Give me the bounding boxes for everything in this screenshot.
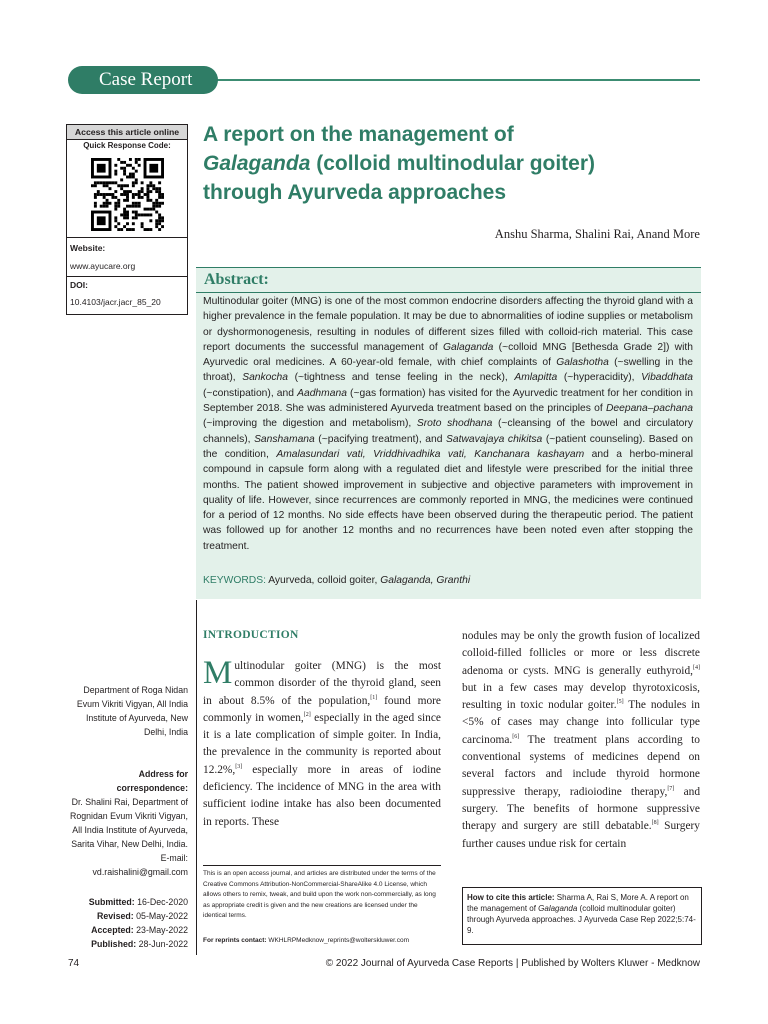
article-dates: Submitted: 16-Dec-2020 Revised: 05-May-2022 Accepted: 23-May-2022 Published: 28-Jun-2022 xyxy=(88,897,188,949)
abstract-text: Multinodular goiter (MNG) is one of the most common endocrine disorders affecting the thyroid gland with a higher prevalence in the female population. It may be due to abnormalities of iodine supplies or metabolism or dyshormonogenesis, resulting in nodules of different sizes filled with colloid-rich material. This case report documents the successful management of Galaganda (~colloid MNG [Bethesda Grade 2]) with Ayurvedic oral medicines. A 60-year-old female, with chief complaints of Galashotha (~swelling in the throat), Sankocha (~tightness and tense feeling in the neck), Amlapitta (~hyperacidity), Vibaddhata (~constipation), and Aadhmana (~gas formation) has visited for the Ayurvedic treatment for her condition in September 2018. She was administered Ayurveda treatment based on the principles of Deepana–pachana (~improving the digestion and metabolism), Sroto shodhana (~cleansing of the bowel and circulatory channels), Sanshamana (~pacifying treatment), and Satwavajaya chikitsa (~patient counseling). Based on the condition, Amalasundari vati, Vriddhivadhika vati, Kanchanara kashayam and a herbo-mineral compound in capsule form along with a regulated diet and lifestyle were prescribed for the initial three months. The patient showed improvement in subjective and objective parameters with improvement in quality of life. However, since recurrences are commonly reported in MNG, the medicines were continued for a period of 12 months. No side effects have been observed during the therapeutic period. The patient was followed up for another 12 months and no recurrences have been noted even after stopping the treatment. xyxy=(203,296,694,552)
access-box xyxy=(66,124,188,315)
citation[interactable]: [8] xyxy=(651,820,659,827)
qr-code-icon xyxy=(91,158,164,231)
title-line-2-rest: (colloid multinodular goiter) xyxy=(310,152,596,175)
qr-code[interactable] xyxy=(91,158,164,231)
title-line-1: A report on the management of xyxy=(203,123,514,146)
cite-box: How to cite this article: Sharma A, Rai S, More A. A report on the management of Galaganda (colloid multinodular goiter) through Ayurveda approaches. J Ayurveda Case Rep 2022;5:74-9. xyxy=(462,887,702,945)
abstract-heading: Abstract: xyxy=(204,271,269,288)
footer-text: © 2022 Journal of Ayurveda Case Reports | Published by Wolters Kluwer - Medknow xyxy=(325,958,700,969)
qr-label: Quick Response Code: xyxy=(83,141,171,150)
revised-date: 05-May-2022 xyxy=(136,911,188,921)
website-link[interactable]: www.ayucare.org xyxy=(70,261,136,271)
authors: Anshu Sharma, Shalini Rai, Anand More xyxy=(494,227,700,241)
doi-value[interactable]: 10.4103/jacr.jacr_85_20 xyxy=(70,297,161,307)
citation[interactable]: [3] xyxy=(235,763,243,770)
accepted-date: 23-May-2022 xyxy=(136,925,188,935)
affiliation: Department of Roga Nidan Evum Vikriti Vigyan, All India Institute of Ayurveda, New Delhi, India xyxy=(76,685,188,737)
reprints-email[interactable]: WKHLRPMedknow_reprints@wolterskluwer.com xyxy=(266,937,409,944)
correspondence-address: Dr. Shalini Rai, Department of Rognidan Evum Vikriti Vigyan, All India Institute of Ayurveda, Sarita Vihar, New Delhi, India. xyxy=(69,797,188,849)
citation[interactable]: [4] xyxy=(693,664,700,671)
divider xyxy=(67,237,187,238)
submitted-date: 16-Dec-2020 xyxy=(137,897,188,907)
citation[interactable]: [1] xyxy=(370,694,378,701)
cite-label: How to cite this article: xyxy=(467,893,555,902)
citation[interactable]: [7] xyxy=(667,785,675,792)
column-divider xyxy=(196,600,197,955)
intro-column-2: nodules may be only the growth fusion of localized colloid-filled follicles or more or less discrete adenoma or cysts. MNG is generally euthyroid,[4] but in a few cases may develop thyrotoxicosis, resulting in toxic nodular goiter.[5] The nodules in <5% of cases may change into follicular type carcinoma.[6] The treatment plans according to conventional systems of medicines depend on several factors and include thyroid hormone suppressive therapy, radioiodine therapy,[7] and surgery. The benefits of hormone suppressive therapy and surgery are still debatable.[8] Surgery further causes undue risk for certain xyxy=(462,630,701,850)
title-line-3: through Ayurveda approaches xyxy=(203,181,507,204)
website-label: Website: xyxy=(70,243,106,253)
correspondence-email[interactable]: E-mail: vd.raishalini@gmail.com xyxy=(92,853,188,877)
citation[interactable]: [5] xyxy=(616,699,624,706)
keywords-label: KEYWORDS: xyxy=(203,575,266,586)
title-italic: Galaganda xyxy=(203,152,311,175)
intro-heading: INTRODUCTION xyxy=(203,629,299,641)
citation[interactable]: [6] xyxy=(512,733,520,740)
divider xyxy=(67,276,187,277)
drop-cap: M xyxy=(203,655,233,691)
correspondence-label: Address for correspondence: xyxy=(116,769,188,793)
correspondence xyxy=(66,767,188,879)
doi-label: DOI: xyxy=(70,280,88,290)
title-line-2 xyxy=(203,149,703,178)
footnote-rule xyxy=(203,865,441,866)
keywords: KEYWORDS: Ayurveda, colloid goiter, Galaganda, Granthi xyxy=(203,575,471,586)
license-note: This is an open access journal, and articles are distributed under the terms of the Creative Commons Attribution-NonCommercial-ShareAlike 4.0 License, which allows others to remix, tweak, and build upon the work non-commercially, as long as appropriate credit is given and the new creations are licensed under the identical terms. xyxy=(203,870,436,920)
published-date: 28-Jun-2022 xyxy=(138,939,188,949)
article-title xyxy=(203,120,703,207)
header-rule xyxy=(210,79,700,81)
page-number: 74 xyxy=(68,958,80,969)
section-banner: Case Report xyxy=(68,66,218,94)
access-title: Access this article online xyxy=(67,125,187,140)
abstract-header xyxy=(196,267,701,293)
reprints-note: For reprints contact: WKHLRPMedknow_reprints@wolterskluwer.com xyxy=(203,937,409,944)
citation[interactable]: [2] xyxy=(303,712,311,719)
intro-column-1: Multinodular goiter (MNG) is the most common disorder of the thyroid gland, seen in about 8.5% of the population,[1] found more commonly in women,[2] especially in the aged since it is a late complication of simple goiter. In India, the prevalence in the community is reported about 12.2%,[3] especially more in areas of iodine deficiency. The incidence of MNG in the area with sufficient iodine intake has also been documented in reports. These xyxy=(203,655,441,828)
